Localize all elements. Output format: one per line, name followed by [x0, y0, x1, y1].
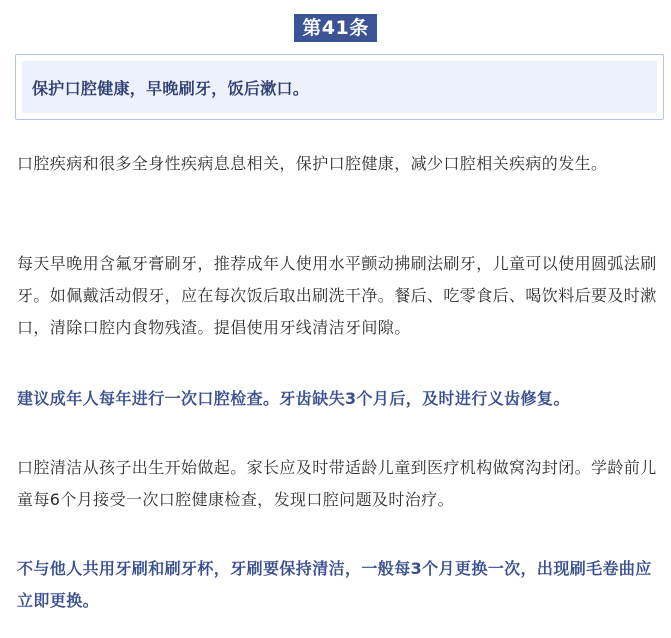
paragraph-toothbrush-emphasis: 不与他人共用牙刷和刷牙杯，牙刷要保持清洁，一般每3个月更换一次，出现刷毛卷曲应立即更换。	[17, 559, 652, 610]
article-title: 第41条	[294, 14, 376, 42]
paragraph-children: 口腔清洁从孩子出生开始做起。家长应及时带适龄儿童到医疗机构做窝沟封闭。学龄前儿童每6个月接受一次口腔健康检查，发现口腔问题及时治疗。	[17, 458, 657, 509]
callout-text: 保护口腔健康，早晚刷牙，饭后漱口。	[32, 78, 310, 98]
title-container	[0, 14, 671, 42]
paragraph-checkup-emphasis: 建议成年人每年进行一次口腔检查。牙齿缺失3个月后，及时进行义齿修复。	[17, 389, 570, 408]
callout-inner	[22, 61, 657, 113]
paragraph-brushing: 每天早晚用含氟牙膏刷牙，推荐成年人使用水平颤动拂刷法刷牙，儿童可以使用圆弧法刷牙。如佩戴活动假牙，应在每次饭后取出刷洗干净。餐后、吃零食后、喝饮料后要及时漱口，清除口腔内食物残渣。提倡使用牙线清洁牙间隙。	[17, 254, 657, 337]
paragraph-intro: 口腔疾病和很多全身性疾病息息相关，保护口腔健康，减少口腔相关疾病的发生。	[17, 154, 608, 173]
callout-box	[15, 54, 664, 120]
